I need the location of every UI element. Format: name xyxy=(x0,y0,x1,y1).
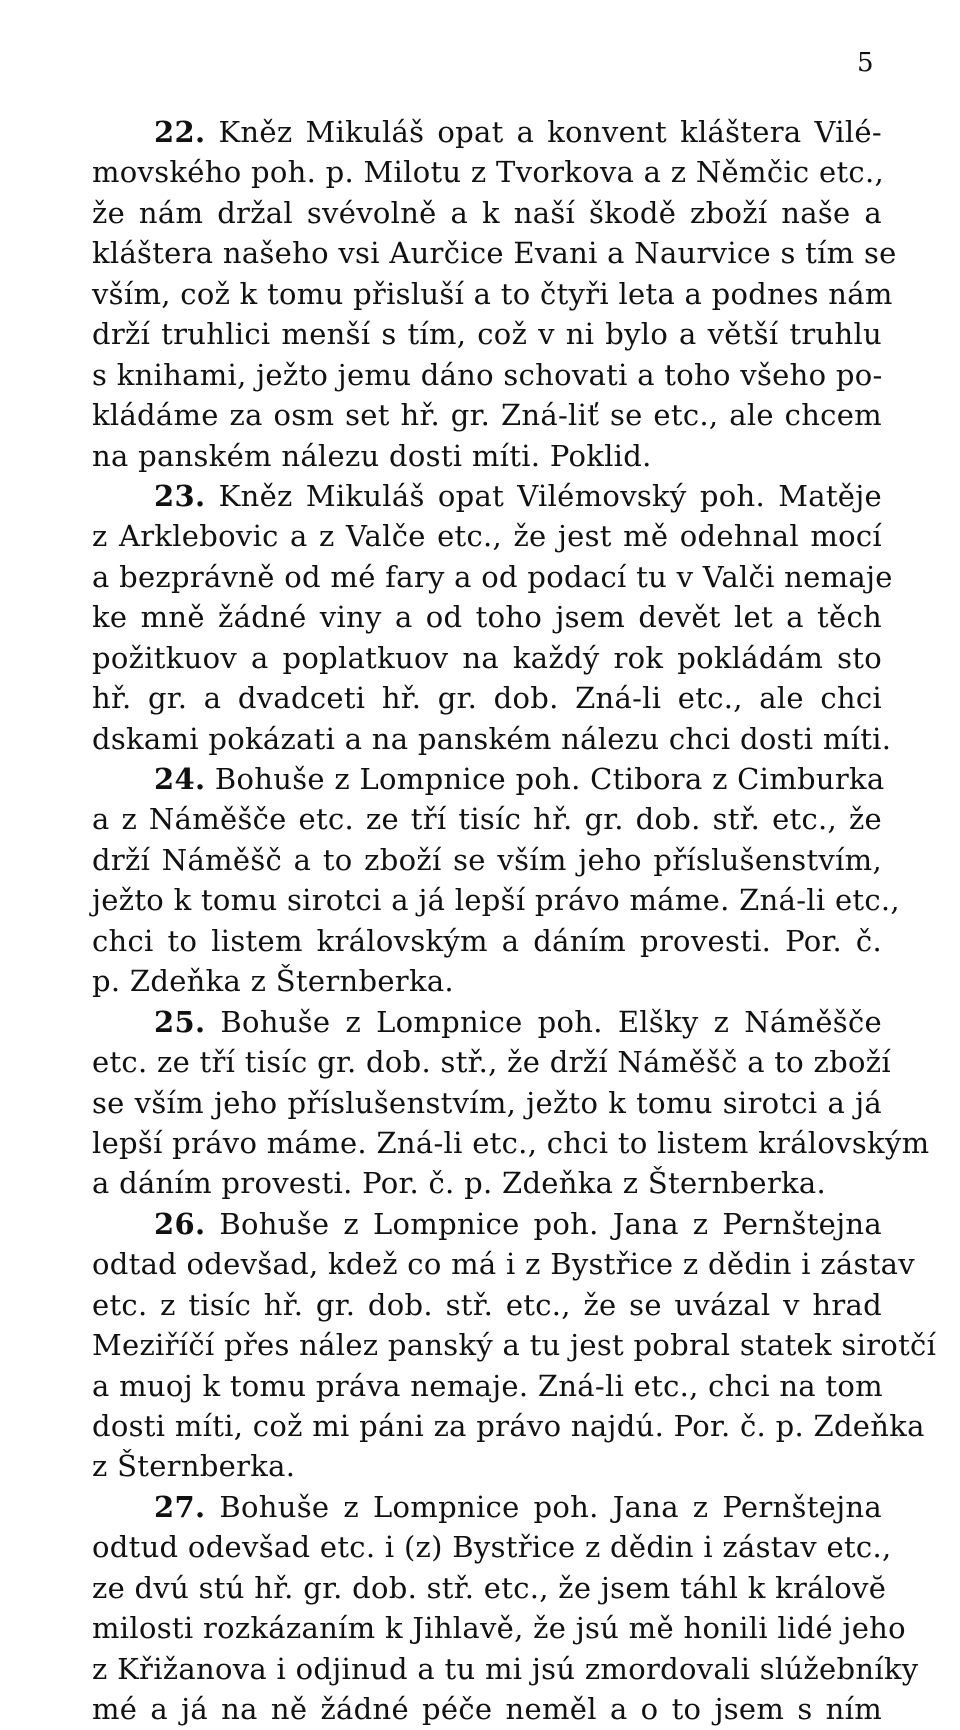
text-line xyxy=(92,1083,882,1123)
line-text: požitkuov a poplatkuov na každý rok pokládám sto xyxy=(92,640,882,675)
text-line xyxy=(92,193,882,233)
line-text: chci to listem královským a dáním provesti. Por. č. xyxy=(92,923,882,958)
line-text: lepší právo máme. Zná-li etc., chci to listem královským xyxy=(92,1125,930,1160)
text-line xyxy=(92,1689,882,1729)
text-line xyxy=(92,1325,937,1365)
line-text: movského poh. p. Milotu z Tvorkova a z Němčic etc., xyxy=(92,155,884,190)
text-line xyxy=(92,233,897,273)
text-line xyxy=(92,921,882,961)
text-line xyxy=(92,1123,930,1163)
line-text: se vším jeho příslušenstvím, ježto k tomu sirotci a já xyxy=(92,1085,882,1120)
line-text: Kněz Mikuláš opat Vilémovský poh. Matěje xyxy=(218,478,882,513)
text-line xyxy=(92,1406,925,1446)
line-text: z Arklebovic a z Valče etc., že jest mě odehnal mocí xyxy=(92,519,882,554)
line-text: ke mně žádné viny a od toho jsem devět let a těch xyxy=(92,600,882,635)
line-text: že nám držal svévolně a k naší škodě zboží naše a xyxy=(92,195,882,230)
text-line xyxy=(92,557,893,597)
text-line xyxy=(92,1285,882,1325)
text-line xyxy=(92,1244,915,1284)
line-text: a bezprávně od mé fary a od podací tu v Valči nemaje xyxy=(92,559,893,594)
line-text: etc. ze tří tisíc gr. dob. stř., že drží Náměšč a to zboží xyxy=(92,1045,891,1080)
text-line xyxy=(92,1487,882,1527)
line-text: odtud odevšad etc. i (z) Bystřice z dědin i zástav etc., xyxy=(92,1530,892,1565)
line-text: Meziříčí přes nález panský a tu jest pobral statek sirotčí xyxy=(92,1328,937,1363)
line-text: s knihami, ježto jemu dáno schovati a toho všeho po- xyxy=(92,357,883,392)
line-text: etc. z tisíc hř. gr. dob. stř. etc., že se uvázal v hrad xyxy=(92,1287,882,1322)
line-text: a muoj k tomu práva nemaje. Zná-li etc., chci na tom xyxy=(92,1368,883,1403)
line-text: dskami pokázati a na panském nálezu chci dosti míti. xyxy=(92,721,892,756)
line-text: ze dvú stú hř. gr. dob. stř. etc., že jsem táhl k královĕ xyxy=(92,1570,887,1605)
text-line xyxy=(92,1446,882,1486)
text-line xyxy=(92,678,882,718)
line-text: Bohuše z Lompnice poh. Jana z Pernštejna xyxy=(219,1489,882,1524)
line-text: a z Náměšče etc. ze tří tisíc hř. gr. dob. stř. etc., že xyxy=(92,802,882,837)
page-number: 5 xyxy=(857,48,874,78)
text-line xyxy=(92,1002,882,1042)
line-text: milosti rozkázaním k Jihlavě, že jsú mě honili lidé jeho xyxy=(92,1611,906,1646)
text-line xyxy=(92,314,882,354)
line-text: Bohuše z Lompnice poh. Ctibora z Cimburka xyxy=(214,762,885,796)
entry-number: 22. xyxy=(154,115,206,149)
line-text: kláštera našeho vsi Aurčice Evani a Naurvice s tím se xyxy=(92,236,897,271)
text-line xyxy=(92,840,882,880)
text-line xyxy=(92,355,882,395)
text-line xyxy=(92,1527,892,1567)
text-line xyxy=(92,880,900,920)
line-text: ježto k tomu sirotci a já lepší právo máme. Zná-li etc., xyxy=(92,883,900,918)
text-line xyxy=(92,961,882,1001)
text-line xyxy=(92,638,882,678)
text-line xyxy=(92,1649,919,1689)
text-line xyxy=(92,1042,891,1082)
text-line xyxy=(92,597,882,637)
line-text: Bohuše z Lompnice poh. Elšky z Náměšče xyxy=(220,1004,882,1039)
text-line xyxy=(92,395,882,435)
line-text: Kněz Mikuláš opat a konvent kláštera Vilé- xyxy=(218,115,882,149)
line-text: mé a já na ně žádné péče neměl a o to jsem s ním xyxy=(92,1692,882,1727)
entry-number: 26. xyxy=(154,1206,206,1241)
entry-number: 23. xyxy=(154,478,206,513)
text-line xyxy=(92,476,882,516)
entry-number: 27. xyxy=(154,1489,206,1524)
line-text: z Křižanova i odjinud a tu mi jsú zmordovali slúžebníky xyxy=(92,1651,919,1686)
entry-number: 25. xyxy=(154,1004,206,1039)
text-line xyxy=(92,1163,882,1203)
line-text: odtad odevšad, kdež co má i z Bystřice z dědin i zástav xyxy=(92,1247,915,1282)
line-text: p. Zdeňka z Šternberka. xyxy=(92,964,454,999)
text-line xyxy=(92,1568,887,1608)
document-body xyxy=(92,112,937,1730)
text-line xyxy=(92,759,885,799)
text-line xyxy=(92,1608,906,1648)
text-line xyxy=(92,1204,882,1244)
line-text: dosti míti, což mi páni za právo najdú. Por. č. p. Zdeňka xyxy=(92,1409,925,1443)
text-line xyxy=(92,719,892,759)
line-text: z Šternberka. xyxy=(92,1449,296,1484)
line-text: Bohuše z Lompnice poh. Jana z Pernštejna xyxy=(219,1206,882,1241)
text-line xyxy=(92,152,882,192)
line-text: hř. gr. a dvadceti hř. gr. dob. Zná-li etc., ale chci xyxy=(92,681,882,716)
text-line xyxy=(92,112,882,152)
line-text: a dáním provesti. Por. č. p. Zdeňka z Šternberka. xyxy=(92,1166,827,1201)
text-line xyxy=(92,516,882,556)
line-text: na panském nálezu dosti míti. Poklid. xyxy=(92,438,652,473)
line-text: vším, což k tomu přisluší a to čtyři leta a podnes nám xyxy=(92,276,893,311)
line-text: drží Náměšč a to zboží se vším jeho příslušenstvím, xyxy=(92,842,882,877)
text-line xyxy=(92,436,882,476)
text-line xyxy=(92,1366,882,1406)
text-line xyxy=(92,799,882,839)
line-text: kládáme za osm set hř. gr. Zná-liť se etc., ale chcem xyxy=(92,398,882,433)
entry-number: 24. xyxy=(154,762,206,796)
line-text: drží truhlici menší s tím, což v ni bylo a větší truhlu xyxy=(92,317,882,352)
text-line xyxy=(92,274,893,314)
